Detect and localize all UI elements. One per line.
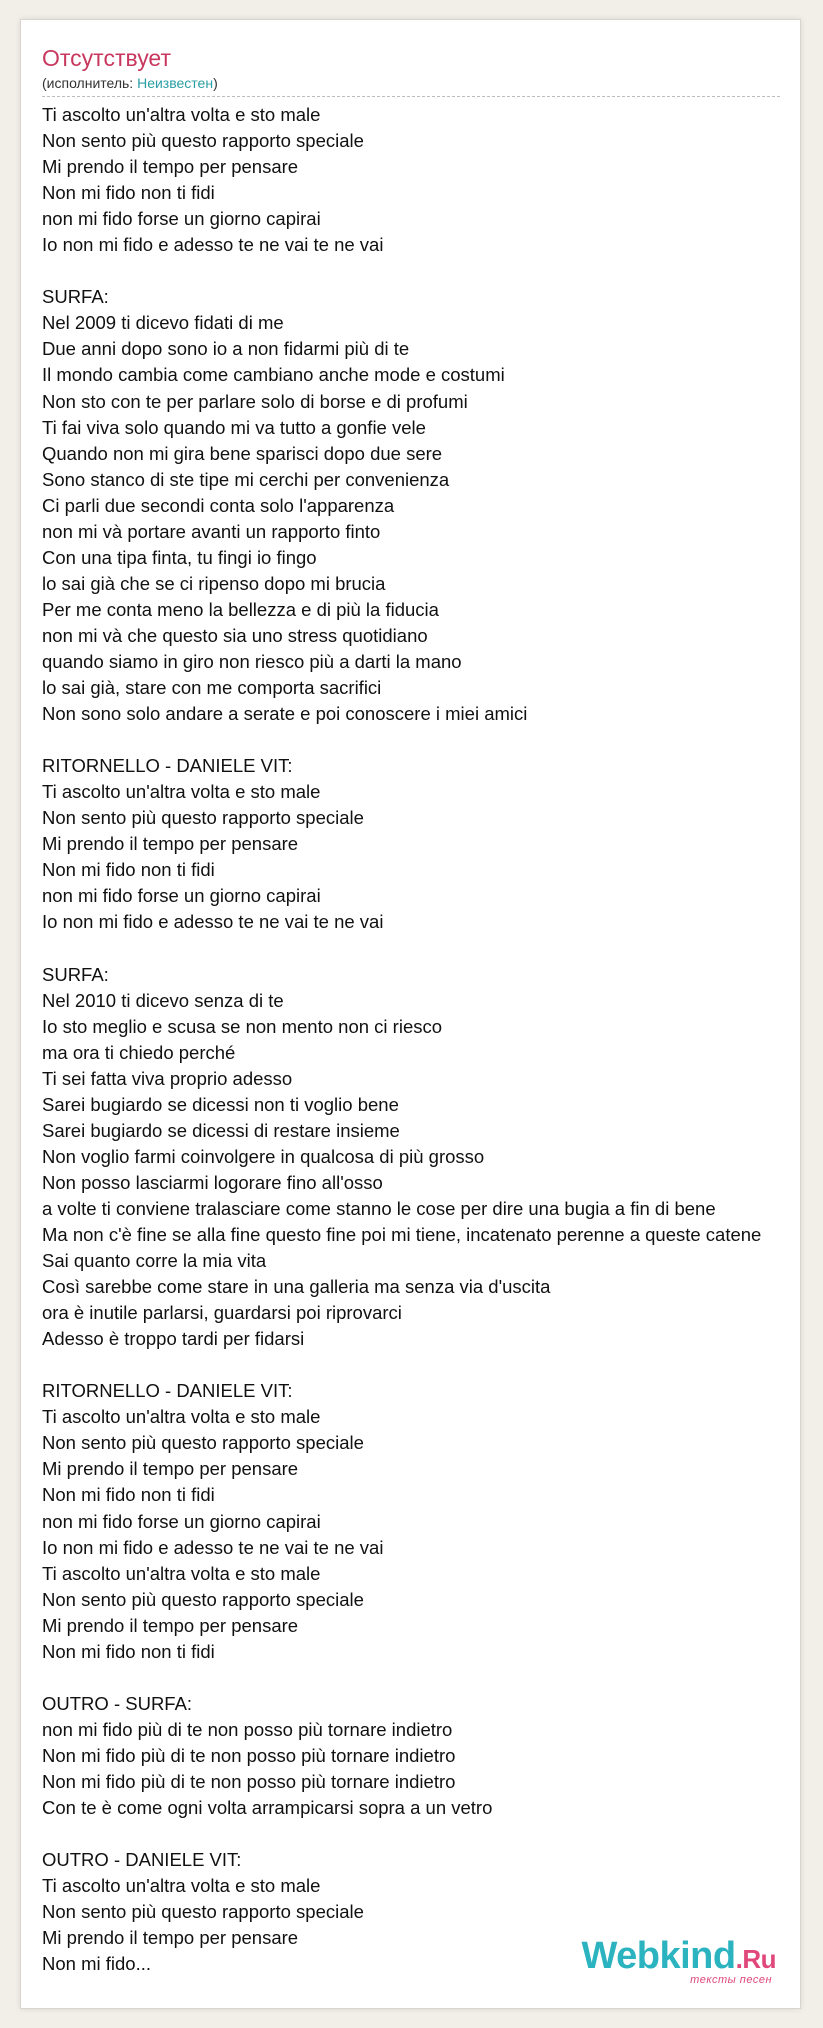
lyrics-line: Il mondo cambia come cambiano anche mode e costumi — [42, 364, 505, 386]
lyrics-line: Così sarebbe come stare in una galleria ma senza via d'uscita — [42, 1276, 551, 1298]
lyrics-line: non mi và portare avanti un rapporto finto — [42, 520, 381, 542]
lyrics-line: a volte ti conviene tralasciare come stanno le cose per dire una bugia a fin di bene — [42, 1197, 716, 1219]
lyrics-line: RITORNELLO - DANIELE VIT: — [42, 1380, 293, 1402]
lyrics-line: Non sento più questo rapporto speciale — [42, 1901, 364, 1923]
lyrics-card — [20, 19, 801, 2009]
artist-link[interactable]: Неизвестен — [137, 75, 214, 91]
lyrics-line: Ti ascolto un'altra volta e sto male — [42, 1406, 321, 1428]
lyrics-line: Non mi fido non ti fidi — [42, 1640, 215, 1662]
lyrics-blank-line — [42, 936, 801, 962]
lyrics-line: non mi fido forse un giorno capirai — [42, 208, 321, 230]
lyrics-line: Mi prendo il tempo per pensare — [42, 1927, 299, 1949]
logo-main-text: Webkind — [581, 1935, 736, 1977]
lyrics-line: ma ora ti chiedo perché — [42, 1041, 236, 1063]
lyrics-line: Non mi fido non ti fidi — [42, 182, 215, 204]
logo-domain: .Ru — [735, 1944, 776, 1974]
lyrics-line: Io non mi fido e adesso te ne vai te ne vai — [42, 911, 384, 933]
lyrics-line: Non sento più questo rapporto speciale — [42, 1588, 364, 1610]
lyrics-line: Mi prendo il tempo per pensare — [42, 156, 299, 178]
lyrics-line: non mi fido più di te non posso più tornare indietro — [42, 1718, 453, 1740]
lyrics-line: Non sono solo andare a serate e poi conoscere i miei amici — [42, 703, 528, 725]
lyrics-line: Non posso lasciarmi logorare fino all'osso — [42, 1171, 383, 1193]
lyrics-line: RITORNELLO - DANIELE VIT: — [42, 755, 293, 777]
lyrics-line: non mi fido forse un giorno capirai — [42, 885, 321, 907]
lyrics-line: Quando non mi gira bene sparisci dopo due sere — [42, 442, 443, 464]
lyrics-line: SURFA: — [42, 963, 109, 985]
lyrics-line: Sono stanco di ste tipe mi cerchi per convenienza — [42, 468, 450, 490]
lyrics-line: Sai quanto corre la mia vita — [42, 1250, 267, 1272]
lyrics-line: quando siamo in giro non riesco più a darti la mano — [42, 650, 462, 672]
lyrics-line: Non mi fido più di te non posso più tornare indietro — [42, 1771, 456, 1792]
lyrics-line: Io non mi fido e adesso te ne vai te ne vai — [42, 234, 384, 256]
lyrics-line: Ma non c'è fine se alla fine questo fine poi mi tiene, incatenato perenne a queste catene — [42, 1224, 762, 1246]
lyrics-line: Non mi fido non ti fidi — [42, 859, 215, 881]
lyrics-line: Non mi fido... — [42, 1953, 151, 1975]
lyrics-line: lo sai già che se ci ripenso dopo mi brucia — [42, 572, 386, 594]
lyrics-line: Con una tipa finta, tu fingi io fingo — [42, 546, 317, 568]
lyrics-line: Ci parli due secondi conta solo l'apparenza — [42, 494, 395, 516]
lyrics-line: Ti sei fatta viva proprio adesso — [42, 1067, 293, 1089]
lyrics-line: Mi prendo il tempo per pensare — [42, 1614, 299, 1636]
lyrics-blank-line — [42, 258, 801, 284]
lyrics-line: Non sento più questo rapporto speciale — [42, 130, 364, 152]
lyrics-line: OUTRO - SURFA: — [42, 1692, 193, 1714]
artist-prefix: (исполнитель: — [42, 75, 138, 91]
logo-wordmark — [581, 1936, 776, 1979]
lyrics-line: non mi và che questo sia uno stress quotidiano — [42, 624, 428, 646]
lyrics-line: Due anni dopo sono io a non fidarmi più di te — [42, 338, 410, 360]
lyrics-blank-line — [42, 1821, 801, 1847]
lyrics-line: Io non mi fido e adesso te ne vai te ne vai — [42, 1536, 384, 1558]
lyrics-line: OUTRO - DANIELE VIT: — [42, 1849, 242, 1871]
lyrics-line: Non voglio farmi coinvolgere in qualcosa di più grosso — [42, 1145, 485, 1167]
lyrics-blank-line — [42, 727, 801, 753]
lyrics-blank-line — [42, 1352, 801, 1378]
lyrics-line: Non mi fido non ti fidi — [42, 1484, 215, 1506]
lyrics-line: Nel 2009 ti dicevo fidati di me — [42, 312, 284, 334]
song-title: Отсутствует — [42, 45, 171, 71]
lyrics-line: lo sai già, stare con me comporta sacrifici — [42, 677, 382, 699]
lyrics-line: Sarei bugiardo se dicessi di restare insieme — [42, 1119, 400, 1141]
lyrics-line: Ti ascolto un'altra volta e sto male — [42, 104, 321, 125]
lyrics-line: Ti fai viva solo quando mi va tutto a gonfie vele — [42, 416, 426, 438]
artist-suffix: ) — [213, 75, 218, 91]
lyrics-line: Ti ascolto un'altra volta e sto male — [42, 1562, 321, 1584]
lyrics-line: Ti ascolto un'altra volta e sto male — [42, 1875, 321, 1897]
song-header — [42, 44, 780, 97]
lyrics-line: ora è inutile parlarsi, guardarsi poi riprovarci — [42, 1302, 402, 1324]
lyrics-line: Adesso è troppo tardi per fidarsi — [42, 1328, 305, 1350]
lyrics-line: SURFA: — [42, 286, 109, 308]
lyrics-line: Non sento più questo rapporto speciale — [42, 1432, 364, 1454]
lyrics-text — [42, 102, 801, 1977]
lyrics-line: Mi prendo il tempo per pensare — [42, 1458, 299, 1480]
logo-tagline: тексты песен — [690, 1974, 772, 1986]
lyrics-line: non mi fido forse un giorno capirai — [42, 1510, 321, 1532]
lyrics-line: Non sento più questo rapporto speciale — [42, 807, 364, 829]
lyrics-line: Nel 2010 ti dicevo senza di te — [42, 989, 284, 1011]
site-logo[interactable] — [576, 1936, 776, 1996]
lyrics-line: Ti ascolto un'altra volta e sto male — [42, 781, 321, 803]
lyrics-line: Sarei bugiardo se dicessi non ti voglio bene — [42, 1093, 399, 1115]
lyrics-line: Per me conta meno la bellezza e di più la fiducia — [42, 598, 439, 620]
lyrics-line: Non mi fido più di te non posso più tornare indietro — [42, 1744, 456, 1766]
artist-line — [42, 74, 780, 97]
lyrics-line: Io sto meglio e scusa se non mento non ci riesco — [42, 1015, 443, 1037]
lyrics-line: Non sto con te per parlare solo di borse e di profumi — [42, 390, 468, 412]
lyrics-line: Mi prendo il tempo per pensare — [42, 833, 299, 855]
lyrics-line: Con te è come ogni volta arrampicarsi sopra a un vetro — [42, 1797, 493, 1819]
lyrics-blank-line — [42, 1665, 801, 1691]
